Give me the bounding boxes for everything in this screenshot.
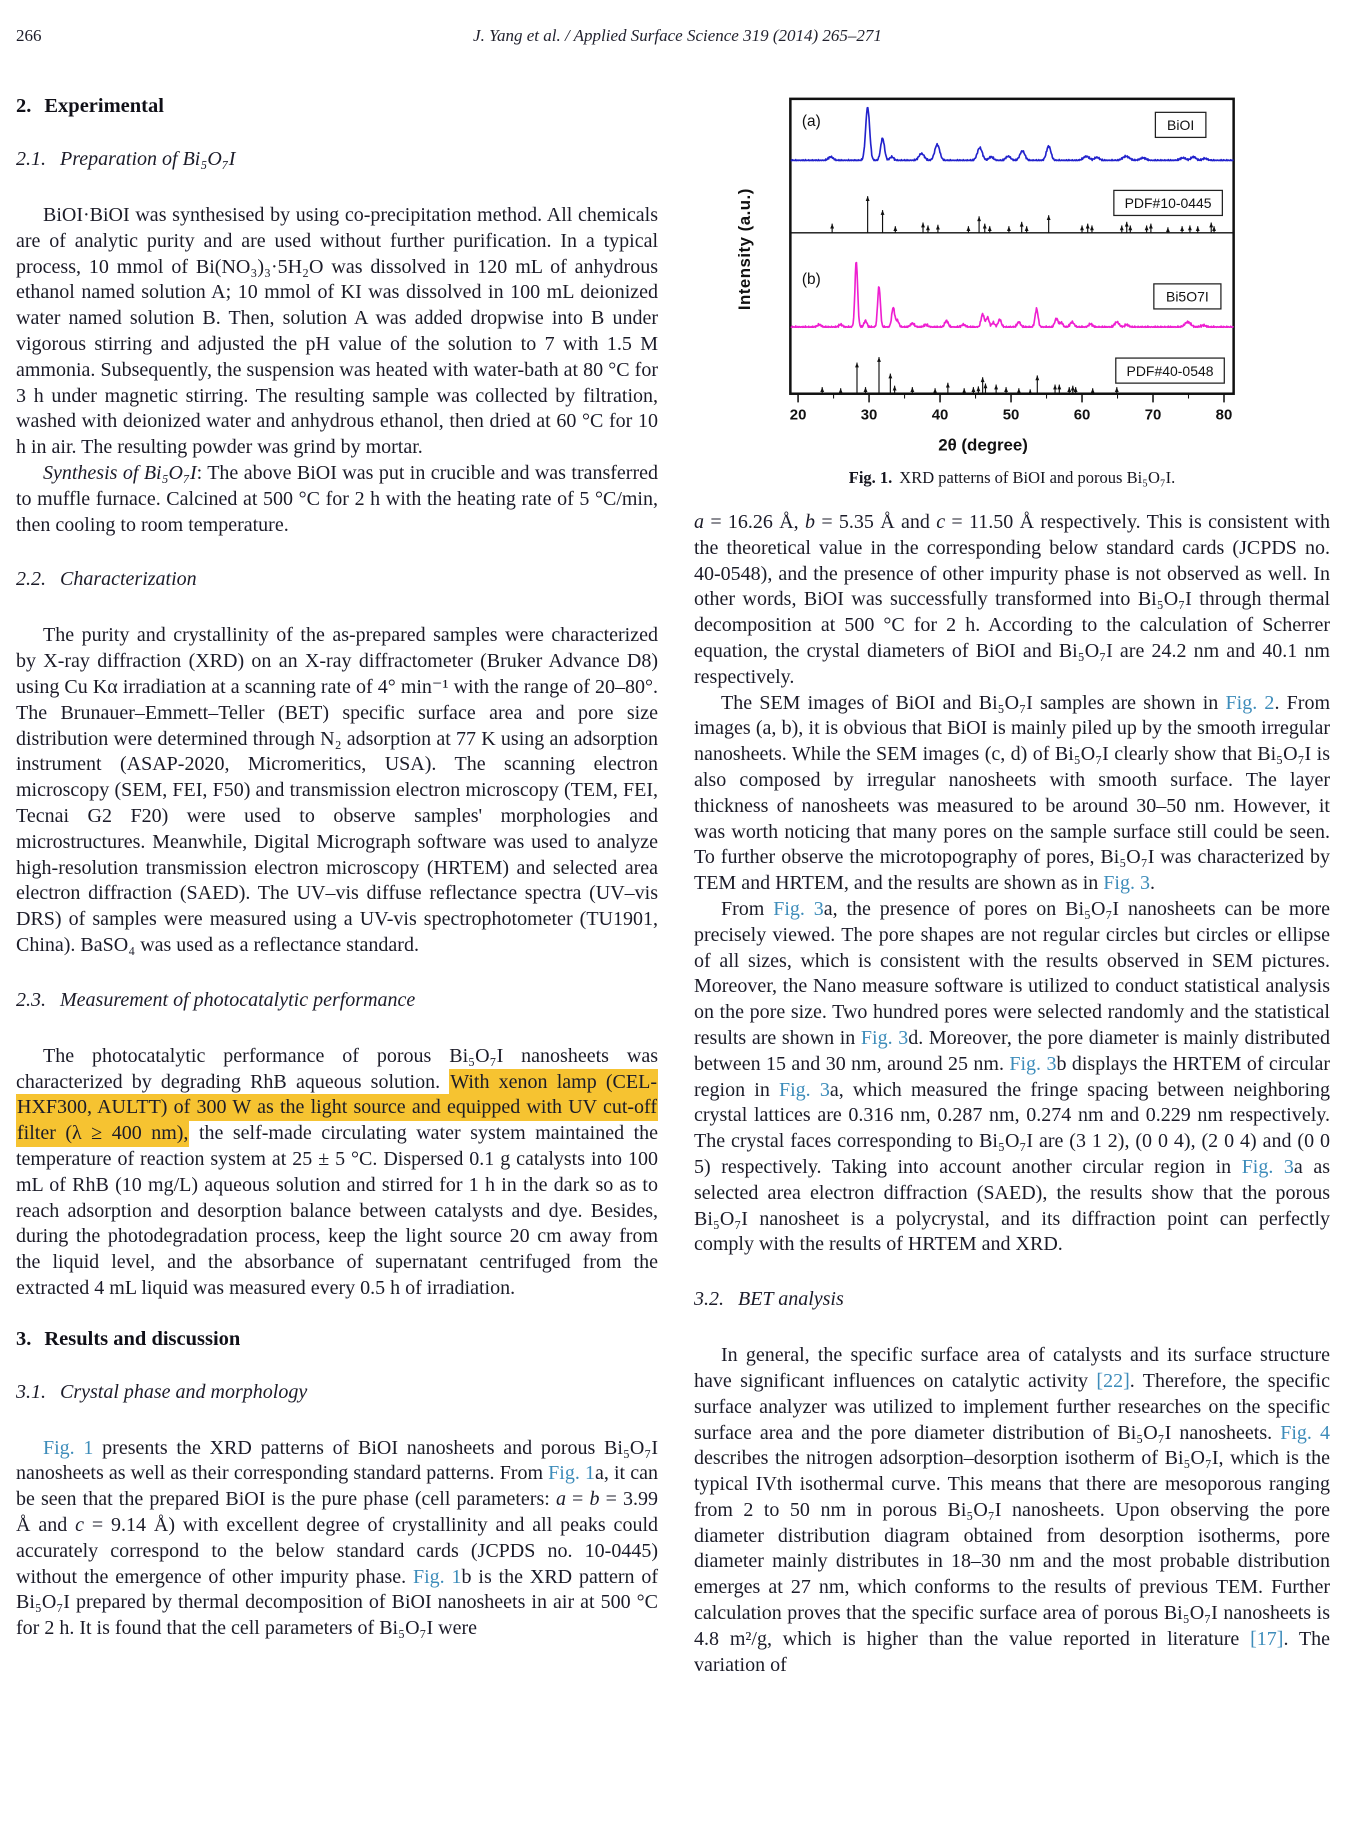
figure-reference-link[interactable]: Fig. 3: [779, 1078, 830, 1101]
right-column: [694, 95, 1330, 1678]
subsection-heading-crystal-phase: [16, 1381, 658, 1404]
section-number: 3.: [16, 1327, 32, 1350]
svg-text:50: 50: [1002, 406, 1020, 424]
svg-text:BiOI: BiOI: [1167, 117, 1195, 134]
page-number: 266: [16, 26, 42, 45]
paragraph-photocatalytic: The photocatalytic performance of porous Bi₅O₇I nanosheets was characterized by degrading RhB aqueous solution. With xenon lamp (CEL-HXF300, AULTT) of 300 W as the light source and equipped with UV cut-off filter (λ ≥ 400 nm), the self-made circulating water system maintained the temperature of reaction system at 25 ± 5 °C. Dispersed 0.1 g catalysts into 100 mL of RhB (10 mg/L) aqueous solution and stirred for 1 h in the dark so as to reach adsorption and desorption balance between catalysts and dye. Besides, during the photodegradation process, keep the light source 20 cm away from the liquid level, and the absorbance of supernatant centrifuged from the extracted 4 mL liquid was measured every 0.5 h of irradiation.: [16, 1044, 659, 1299]
subsection-heading-photocatalytic: [16, 989, 658, 1012]
two-column-body: [16, 95, 1330, 1678]
citation-link[interactable]: [22]: [1096, 1369, 1130, 1392]
subsection-number: 3.1.: [16, 1380, 46, 1403]
figure-reference-link[interactable]: Fig. 3: [860, 1026, 909, 1049]
figure-caption-label: Fig. 1.: [848, 468, 893, 487]
figure-reference-link[interactable]: Fig. 1: [412, 1565, 462, 1588]
svg-text:2θ (degree): 2θ (degree): [938, 435, 1028, 455]
svg-text:PDF#10-0445: PDF#10-0445: [1124, 195, 1212, 212]
section-heading-results: [16, 1328, 658, 1351]
subsection-number: 2.3.: [16, 988, 46, 1011]
subsection-title: Preparation of Bi₅O₇I: [60, 148, 236, 170]
svg-text:Bi5O7I: Bi5O7I: [1166, 288, 1209, 305]
citation-link[interactable]: [17]: [1250, 1627, 1284, 1650]
italic-text: Synthesis of Bi₅O₇I: [43, 461, 197, 484]
subsection-title: BET analysis: [738, 1288, 844, 1311]
highlighted-text: With xenon lamp (CEL-HXF300, AULTT) of 300 W as the light source and equipped with UV cut-off filter (λ ≥ 400 nm),: [16, 1069, 658, 1148]
section-heading-experimental: [16, 95, 658, 118]
italic-text: a: [555, 1488, 566, 1511]
figure-caption-text: XRD patterns of BiOI and porous Bi₅O₇I.: [899, 468, 1176, 487]
section-title: Results and discussion: [44, 1327, 241, 1350]
paragraph-sem-images: The SEM images of BiOI and Bi₅O₇I samples are shown in Fig. 2. From images (a, b), it is obvious that BiOI is mainly piled up by the smooth irregular nanosheets. While the SEM images (c, d) of Bi₅O₇I clearly show that Bi₅O₇I is also composed by irregular nanosheets with smooth surface. The layer thickness of nanosheets was measured to be around 30–50 nm. However, it was worth noticing that many pores on the sample surface still could be seen. To further observe the microtopography of pores, Bi₅O₇I was characterized by TEM and HRTEM, and the results are shown as in Fig. 3.: [694, 691, 1331, 895]
figure-1: [694, 95, 1330, 488]
figure-reference-link[interactable]: Fig. 3: [1009, 1052, 1057, 1075]
paragraph-preparation-2: Synthesis of Bi₅O₇I: The above BiOI was put in crucible and was transferred to muffle furnace. Calcined at 500 °C for 2 h with the heating rate of 5 °C/min, then cooling to room temperature.: [16, 461, 658, 536]
italic-text: a: [694, 511, 704, 533]
svg-text:20: 20: [789, 406, 807, 424]
subsection-heading-bet: [694, 1288, 1330, 1311]
paragraph-tem-hrtem: From Fig. 3a, the presence of pores on Bi₅O₇I nanosheets can be more precisely viewed. The pore shapes are not regular circles but circles or ellipse of all sizes, which is consistent with the results observed in SEM pictures. Moreover, the Nano measure software is utilized to conduct statistical analysis on the pore size. Two hundred pores were selected randomly and the statistical results are shown in Fig. 3d. Moreover, the pore diameter is mainly distributed between 15 and 30 nm, around 25 nm. Fig. 3b displays the HRTEM of circular region in Fig. 3a, which measured the fringe spacing between neighboring crystal lattices are 0.316 nm, 0.287 nm, 0.274 nm and 0.229 nm respectively. The crystal faces corresponding to Bi₅O₇I are (3 1 2), (0 0 4), (2 0 4) and (0 0 5) respectively. Taking into account another circular region in Fig. 3a as selected area electron diffraction (SAED), the results show that the porous Bi₅O₇I nanosheet is a polycrystal, and its diffraction point can perfectly comply with the results of HRTEM and XRD.: [694, 897, 1330, 1256]
section-title: Experimental: [44, 95, 164, 117]
svg-text:PDF#40-0548: PDF#40-0548: [1126, 362, 1214, 379]
subsection-title: Crystal phase and morphology: [60, 1380, 308, 1403]
italic-text: b: [805, 511, 815, 533]
figure-reference-link[interactable]: Fig. 2: [1225, 691, 1275, 714]
section-number: 2.: [16, 95, 32, 117]
svg-text:(b): (b): [801, 270, 821, 288]
paragraph-bet: In general, the specific surface area of catalysts and its surface structure have significant influences on catalytic activity [22]. Therefore, the specific surface analyzer was utilized to implement further researches on the specific surface area and the pore diameter distribution of Bi₅O₇I nanosheets. Fig. 4 describes the nitrogen adsorption–desorption isotherm of Bi₅O₇I, which is the typical IVth isothermal curve. This means that there are mesoporous ranging from 2 to 50 nm in porous Bi₅O₇I nanosheets. Upon observing the pore diameter distribution diagram obtained from desorption isotherms, pore diameter mainly distributes in 18–30 nm and the most probable distribution emerges at 27 nm, which conforms to the results of previous TEM. Further calculation proves that the specific surface area of porous Bi₅O₇I nanosheets is 4.8 m²/g, which is higher than the value reported in literature [17]. The variation of: [694, 1344, 1331, 1676]
subsection-heading-characterization: [16, 568, 658, 591]
svg-text:70: 70: [1144, 406, 1162, 424]
figure-reference-link[interactable]: Fig. 3: [773, 897, 824, 920]
paragraph-cell-parameters: a = 16.26 Å, b = 5.35 Å and c = 11.50 Å respectively. This is consistent with the theoretical value in the corresponding below standard cards (JCPDS no. 40-0548), and the presence of other impurity phase is not observed as well. In other words, BiOI was successfully transformed into Bi₅O₇I through thermal decomposition at 500 °C for 2 h. According to the calculation of Scherrer equation, the crystal diameters of BiOI and Bi₅O₇I are 24.2 nm and 40.1 nm respectively.: [694, 511, 1330, 688]
figure-reference-link[interactable]: Fig. 3: [1103, 872, 1150, 895]
svg-text:60: 60: [1073, 406, 1091, 424]
xrd-figure: [694, 95, 1330, 466]
subsection-number: 3.2.: [694, 1288, 724, 1311]
paragraph-preparation-1: BiOI·BiOI was synthesised by using co-precipitation method. All chemicals are of analytic purity and are used without further purification. In a typical process, 10 mmol of Bi(NO₃)₃·5H₂O was dissolved in 120 mL of anhydrous ethanol named solution A; 10 mmol of KI was dissolved in 100 mL deionized water named solution B. Then, solution A was added dropwise into B under vigorous stirring and adjusted the pH value of the solution to 7 with 1.5 M ammonia. Subsequently, the suspension was heated with water-bath at 80 °C for 3 h under magnetic stirring. The resulting sample was collected by filtration, washed with deionized water and anhydrous ethanol, then dried at 60 °C for 10 h in air. The resulting powder was grind by mortar.: [16, 204, 658, 459]
svg-text:Intensity (a.u.): Intensity (a.u.): [734, 188, 754, 311]
subsection-title: Characterization: [60, 568, 197, 591]
figure-reference-link[interactable]: Fig. 1: [43, 1436, 94, 1459]
subsection-heading-preparation: [16, 148, 658, 171]
italic-text: c: [936, 511, 946, 533]
running-title: J. Yang et al. / Applied Surface Science 319 (2014) 265–271: [473, 26, 882, 45]
figure-reference-link[interactable]: Fig. 3: [1241, 1155, 1294, 1178]
figure-reference-link[interactable]: Fig. 4: [1280, 1421, 1330, 1444]
italic-text: b: [589, 1488, 600, 1511]
paragraph-crystal-phase: Fig. 1 presents the XRD patterns of BiOI nanosheets and porous Bi₅O₇I nanosheets as well as their corresponding standard patterns. From Fig. 1a, it can be seen that the prepared BiOI is the pure phase (cell parameters: a = b = 3.99 Å and c = 9.14 Å) with excellent degree of crystallinity and all peaks could accurately correspond to the below standard cards (JCPDS no. 10-0445) without the emergence of other impurity phase. Fig. 1b is the XRD pattern of Bi₅O₇I prepared by thermal decomposition of BiOI nanosheets in air at 500 °C for 2 h. It is found that the cell parameters of Bi₅O₇I were: [16, 1436, 659, 1640]
left-column: [16, 95, 658, 1642]
figure-reference-link[interactable]: Fig. 1: [548, 1462, 595, 1485]
svg-text:40: 40: [931, 406, 949, 424]
subsection-title: Measurement of photocatalytic performance: [60, 988, 416, 1011]
figure-caption: [694, 468, 1330, 488]
subsection-number: 2.1.: [16, 148, 46, 170]
svg-text:30: 30: [860, 406, 878, 424]
paragraph-characterization: The purity and crystallinity of the as-prepared samples were characterized by X-ray diffraction (XRD) on an X-ray diffractometer (Bruker Advance D8) using Cu Kα irradiation at a scanning rate of 4° min⁻¹ with the range of 20–80°. The Brunauer–Emmett–Teller (BET) specific surface area and pore size distribution were determined through N₂ adsorption at 77 K using an adsorption instrument (ASAP-2020, Micromeritics, USA). The scanning electron microscopy (SEM, FEI, F50) and transmission electron microscopy (TEM, FEI, Tecnai G2 F20) were used to observe samples' morphologies and microstructures. Meanwhile, Digital Micrograph software was used to analyze high-resolution transmission electron microscopy (HRTEM) and selected area electron diffraction (SAED). The UV–vis diffuse reflectance spectra (UV–vis DRS) of samples were measured using a UV-vis spectrophotometer (TU1901, China). BaSO₄ was used as a reflectance standard.: [16, 624, 658, 956]
svg-text:(a): (a): [801, 112, 821, 130]
italic-text: c: [75, 1514, 84, 1537]
svg-text:80: 80: [1215, 406, 1233, 424]
subsection-number: 2.2.: [16, 568, 46, 591]
